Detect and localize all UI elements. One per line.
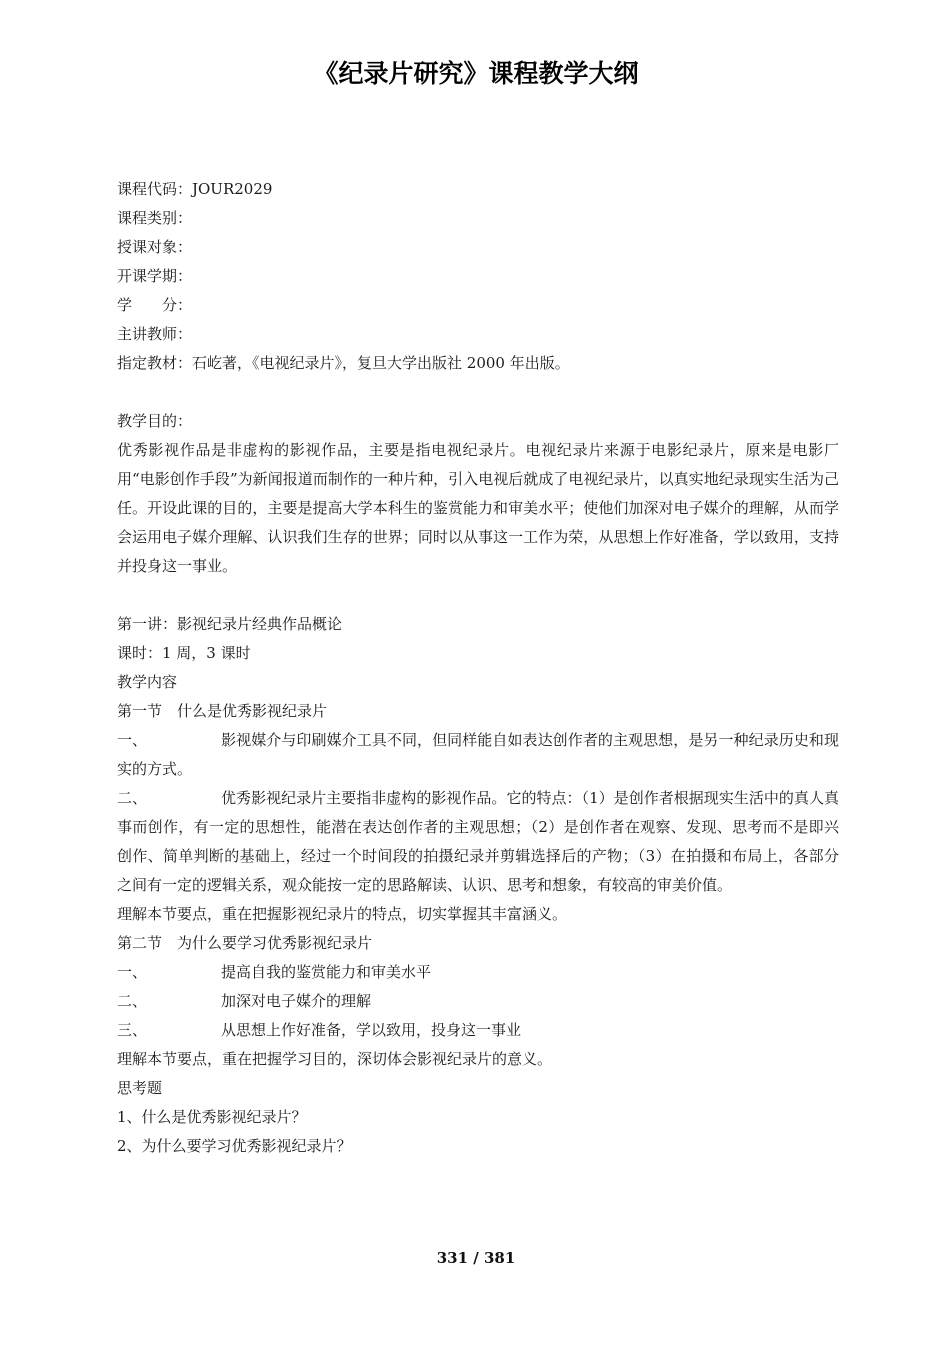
item-text: 影视媒介与印刷媒介工具不同，但同样能自如表达创作者的主观思想，是另一种纪录历史和现实的方式。 [117,731,839,778]
objective-body: 优秀影视作品是非虚构的影视作品，主要是指电视纪录片。电视纪录片来源于电影纪录片，原来是电影厂用“电影创作手段”为新闻报道而制作的一种片种，引入电视后就成了电视纪录片，以真实地纪录现实生活为己任。开设此课的目的，主要是提高大学本科生的鉴赏能力和审美水平；使他们加深对电子媒介的理解，从而学会运用电子媒介理解、认识我们生存的世界；同时以从事这一工作为荣，从思想上作好准备，学以致用，支持并投身这一事业。 [117,441,839,575]
page-title: 《纪录片研究》课程教学大纲 [313,59,639,88]
section1-item-2 [117,784,839,900]
question-2: 2、为什么要学习优秀影视纪录片？ [117,1137,352,1155]
spacer [117,378,839,407]
item-number: 二、 [117,992,148,1010]
questions-heading: 思考题 [117,1079,163,1097]
objective-heading: 教学目的： [117,412,193,430]
spacer [117,581,839,610]
section2-item-1 [117,958,839,987]
item-number: 三、 [117,1021,148,1039]
document-body [117,175,839,1161]
item-text: 加深对电子媒介的理解 [221,992,372,1010]
course-audience: 授课对象： [117,238,193,256]
section2-summary: 理解本节要点，重在把握学习目的，深切体会影视纪录片的意义。 [117,1050,553,1068]
course-credits: 学 分： [117,296,193,314]
lecture1-hours: 课时：1 周，3 课时 [117,644,251,662]
course-semester: 开课学期： [117,267,193,285]
course-code: 课程代码：JOUR2029 [117,180,273,198]
section2-item-3 [117,1016,839,1045]
course-type: 课程类别： [117,209,193,227]
item-text: 提高自我的鉴赏能力和审美水平 [221,963,432,981]
section2-heading: 第二节 为什么要学习优秀影视纪录片 [117,934,373,952]
course-textbook: 指定教材：石屹著，《电视纪录片》，复旦大学出版社 2000 年出版。 [117,354,570,372]
item-number: 二、 [117,789,148,807]
lecture1-content-label: 教学内容 [117,673,178,691]
course-teacher: 主讲教师： [117,325,193,343]
section1-heading: 第一节 什么是优秀影视纪录片 [117,702,328,720]
question-1: 1、什么是优秀影视纪录片？ [117,1108,307,1126]
item-number: 一、 [117,963,148,981]
page-number: 331 / 381 [436,1249,516,1267]
lecture1-heading: 第一讲：影视纪录片经典作品概论 [117,615,343,633]
section1-summary: 理解本节要点，重在把握影视纪录片的特点，切实掌握其丰富涵义。 [117,905,568,923]
section2-item-2 [117,987,839,1016]
section1-item-1 [117,726,839,784]
item-text: 优秀影视纪录片主要指非虚构的影视作品。它的特点：（1）是创作者根据现实生活中的真人真事而创作，有一定的思想性，能潜在表达创作者的主观思想；（2）是创作者在观察、发现、思考而不是即兴创作、简单判断的基础上，经过一个时间段的拍摄纪录并剪辑选择后的产物；（3）在拍摄和布局上，各部分之间有一定的逻辑关系，观众能按一定的思路解读、认识、思考和想象，有较高的审美价值。 [117,789,839,894]
item-number: 一、 [117,731,148,749]
item-text: 从思想上作好准备，学以致用，投身这一事业 [221,1021,522,1039]
